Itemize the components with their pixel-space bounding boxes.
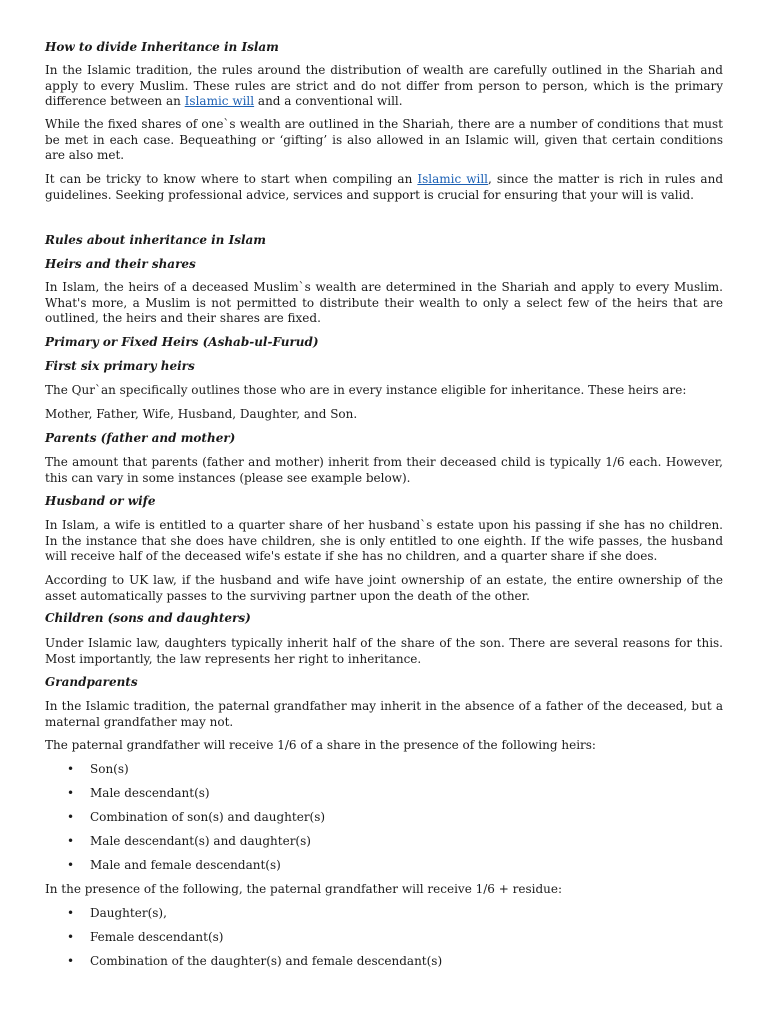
bullet-icon: • [67,930,75,944]
husband-text: In Islam, a wife is entitled to a quarter share of her husband`s estate upon his passing if she has no children. In the instance that she does have children, she is only entitled to one eighth. If the wife passes, the husband will receive half of the deceased wife's estate if she has no children, and a quarter share if she does. [45,518,723,563]
list-item [45,810,723,825]
page-title: How to divide Inheritance in Islam [45,40,279,54]
list-item-text: Son(s) [90,762,129,776]
heirs-text: In Islam, the heirs of a deceased Muslim`s wealth are determined in the Shariah and apply to every Muslim. What's more, a Muslim is not permitted to distribute their wealth to only a select few of the heirs that are outlined, the heirs and their shares are fixed. [45,280,723,325]
residue-text: In the presence of the following, the paternal grandfather will receive 1/6 + residue: [45,882,563,896]
parents-text: The amount that parents (father and mother) inherit from their deceased child is typically 1/6 each. However, this can vary in some instances (please see example below). [45,455,723,485]
heirs-bullet-list-2 [45,906,723,969]
first-six-heading [45,359,723,374]
list-item [45,762,723,777]
primary-heirs-heading [45,335,723,350]
list-item-text: Male and female descendant(s) [90,858,281,872]
title-heading [45,40,723,55]
bullet-icon: • [67,954,75,968]
conditions-text: While the fixed shares of one`s wealth are outlined in the Shariah, there are a number of conditions that must be met in each case. Bequeathing or ‘gifting’ is also allowed in an Islamic will, given that certain conditions are also met. [45,117,723,162]
primary-heirs-title: Primary or Fixed Heirs (Ashab-ul-Furud) [45,335,319,349]
rules-heading [45,233,723,248]
heirs-list-text: Mother, Father, Wife, Husband, Daughter, and Son. [45,407,358,421]
advice-text-end: , since the matter is rich in rules and guidelines. Seeking professional advice, services and support is crucial for ensuring that your will is valid. [45,172,723,202]
bullet-icon: • [67,858,75,872]
intro-paragraph [45,63,723,110]
list-item-text: Male descendant(s) [90,786,210,800]
heirs-bullet-list-1 [45,762,723,873]
heirs-title: Heirs and their shares [45,257,196,271]
bullet-icon: • [67,762,75,776]
intro-text-end: and a conventional will. [254,94,403,108]
grandparents-title: Grandparents [45,675,138,689]
grandparents-heading [45,675,723,690]
list-item-text: Male descendant(s) and daughter(s) [90,834,311,848]
one-sixth-paragraph [45,738,723,754]
children-paragraph [45,636,723,667]
uk-law-paragraph [45,573,723,604]
husband-paragraph [45,518,723,565]
bullet-icon: • [67,786,75,800]
children-text: Under Islamic law, daughters typically inherit half of the share of the son. There are several reasons for this. Most importantly, the law represents her right to inheritance. [45,636,723,666]
list-item [45,930,723,945]
bullet-icon: • [67,834,75,848]
bullet-icon: • [67,906,75,920]
quran-paragraph [45,383,723,399]
quran-text: The Qur`an specifically outlines those who are in every instance eligible for inheritance. These heirs are: [45,383,687,397]
rules-title: Rules about inheritance in Islam [45,233,266,247]
first-six-title: First six primary heirs [45,359,195,373]
husband-heading [45,494,723,509]
list-item-text: Female descendant(s) [90,930,224,944]
advice-paragraph [45,172,723,203]
islamic-will-link-2[interactable]: Islamic will [417,172,489,186]
heirs-list-paragraph [45,407,723,423]
parents-title: Parents (father and mother) [45,431,236,445]
list-item-text: Combination of son(s) and daughter(s) [90,810,326,824]
list-item [45,834,723,849]
list-item-text: Combination of the daughter(s) and female descendant(s) [90,954,443,968]
bullet-icon: • [67,810,75,824]
residue-paragraph [45,882,723,898]
husband-title: Husband or wife [45,494,156,508]
list-item [45,906,723,921]
heirs-paragraph [45,280,723,327]
uk-law-text: According to UK law, if the husband and wife have joint ownership of an estate, the entire ownership of the asset automatically passes to the surviving partner upon the death of the other. [45,573,723,603]
heirs-heading [45,257,723,272]
grandparents-text: In the Islamic tradition, the paternal grandfather may inherit in the absence of a father of the deceased, but a maternal grandfather may not. [45,699,723,729]
islamic-will-link[interactable]: Islamic will [184,94,255,108]
list-item-text: Daughter(s), [90,906,167,920]
conditions-paragraph [45,117,723,164]
list-item [45,786,723,801]
parents-heading [45,431,723,446]
one-sixth-text: The paternal grandfather will receive 1/6 of a share in the presence of the following heirs: [45,738,596,752]
children-heading [45,611,723,626]
children-title: Children (sons and daughters) [45,611,251,625]
intro-text: In the Islamic tradition, the rules around the distribution of wealth are carefully outlined in the Shariah and apply to every Muslim. These rules are strict and do not differ from person to person, which is the primary difference between an [45,63,723,108]
advice-text: It can be tricky to know where to start when compiling an [45,172,418,186]
list-item [45,858,723,873]
list-item [45,954,723,969]
grandparents-paragraph [45,699,723,730]
parents-paragraph [45,455,723,486]
